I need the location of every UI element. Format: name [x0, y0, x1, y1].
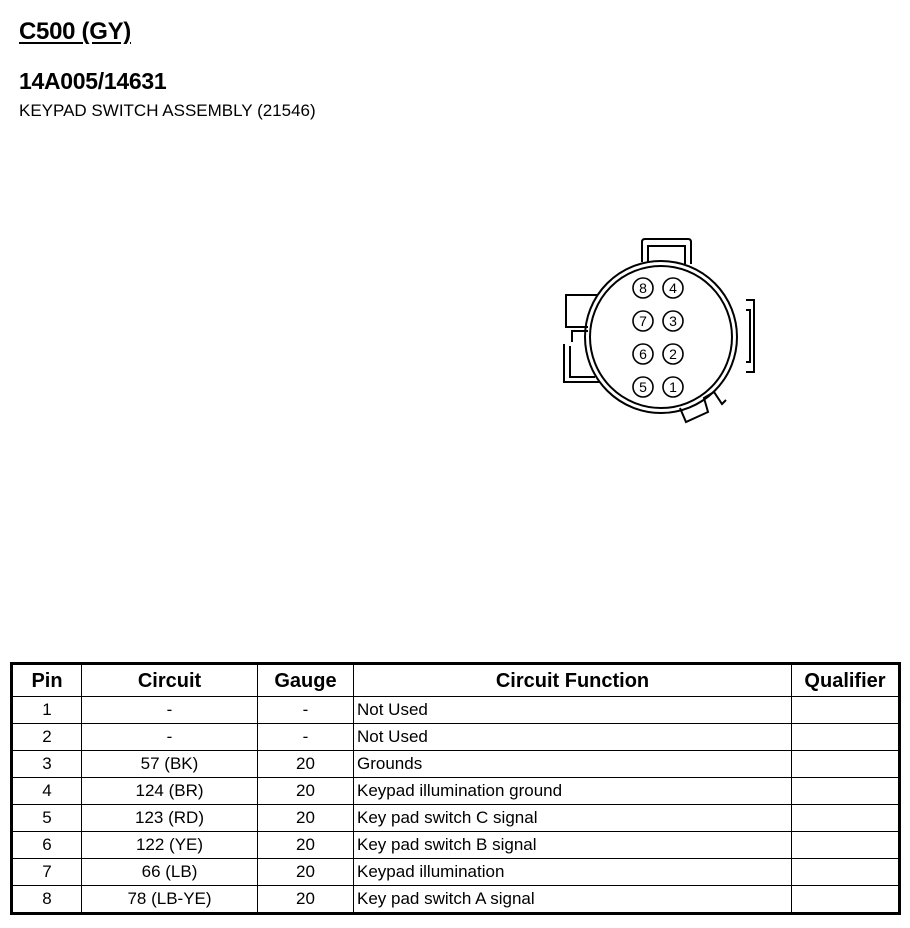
cell-circuit: 122 (YE) [82, 832, 258, 859]
cell-pin: 7 [12, 859, 82, 886]
cell-pin: 8 [12, 886, 82, 914]
table-row [12, 832, 900, 859]
pin-3-label: 3 [669, 313, 677, 329]
header-qualifier: Qualifier [792, 664, 900, 697]
cell-gauge: 20 [258, 805, 354, 832]
table-row [12, 778, 900, 805]
cell-gauge: 20 [258, 832, 354, 859]
pinout-table [10, 662, 901, 915]
cell-circuit: 57 (BK) [82, 751, 258, 778]
cell-pin: 3 [12, 751, 82, 778]
pin-6 [633, 344, 653, 364]
pin-8 [633, 278, 653, 298]
cell-qualifier [792, 859, 900, 886]
cell-circuit: 123 (RD) [82, 805, 258, 832]
pin-8-label: 8 [639, 280, 647, 296]
pin-2 [663, 344, 683, 364]
cell-pin: 1 [12, 697, 82, 724]
table-row [12, 805, 900, 832]
table-row [12, 886, 900, 914]
cell-function: Grounds [354, 751, 792, 778]
cell-pin: 4 [12, 778, 82, 805]
cell-function: Key pad switch C signal [354, 805, 792, 832]
cell-function: Not Used [354, 724, 792, 751]
cell-function: Not Used [354, 697, 792, 724]
cell-circuit: 124 (BR) [82, 778, 258, 805]
cell-pin: 6 [12, 832, 82, 859]
cell-gauge: 20 [258, 751, 354, 778]
cell-gauge: 20 [258, 886, 354, 914]
cell-gauge: 20 [258, 778, 354, 805]
cell-function: Keypad illumination ground [354, 778, 792, 805]
table-row [12, 697, 900, 724]
cell-circuit: - [82, 724, 258, 751]
table-row [12, 751, 900, 778]
cell-function: Key pad switch A signal [354, 886, 792, 914]
cell-qualifier [792, 697, 900, 724]
cell-gauge: - [258, 697, 354, 724]
table-header-row [12, 664, 900, 697]
cell-circuit: - [82, 697, 258, 724]
cell-qualifier [792, 724, 900, 751]
cell-qualifier [792, 751, 900, 778]
header-circuit-function: Circuit Function [354, 664, 792, 697]
cell-circuit: 78 (LB-YE) [82, 886, 258, 914]
cell-circuit: 66 (LB) [82, 859, 258, 886]
table-row [12, 724, 900, 751]
cell-function: Key pad switch B signal [354, 832, 792, 859]
cell-pin: 5 [12, 805, 82, 832]
pin-4 [663, 278, 683, 298]
pin-5 [633, 377, 653, 397]
table-row [12, 859, 900, 886]
pin-1-label: 1 [669, 379, 677, 395]
component-description: KEYPAD SWITCH ASSEMBLY (21546) [19, 101, 316, 120]
pin-5-label: 5 [639, 379, 647, 395]
pin-6-label: 6 [639, 346, 647, 362]
cell-qualifier [792, 805, 900, 832]
pin-7 [633, 311, 653, 331]
header-pin: Pin [12, 664, 82, 697]
cell-qualifier [792, 778, 900, 805]
cell-pin: 2 [12, 724, 82, 751]
connector-id: C500 (GY) [19, 18, 132, 45]
cell-function: Keypad illumination [354, 859, 792, 886]
cell-gauge: - [258, 724, 354, 751]
pin-2-label: 2 [669, 346, 677, 362]
cell-gauge: 20 [258, 859, 354, 886]
cell-qualifier [792, 886, 900, 914]
cell-qualifier [792, 832, 900, 859]
header-gauge: Gauge [258, 664, 354, 697]
part-number: 14A005/14631 [19, 68, 167, 94]
header-circuit: Circuit [82, 664, 258, 697]
connector-face-diagram [550, 232, 770, 437]
pin-3 [663, 311, 683, 331]
pin-7-label: 7 [639, 313, 647, 329]
pin-1 [663, 377, 683, 397]
pin-4-label: 4 [669, 280, 677, 296]
